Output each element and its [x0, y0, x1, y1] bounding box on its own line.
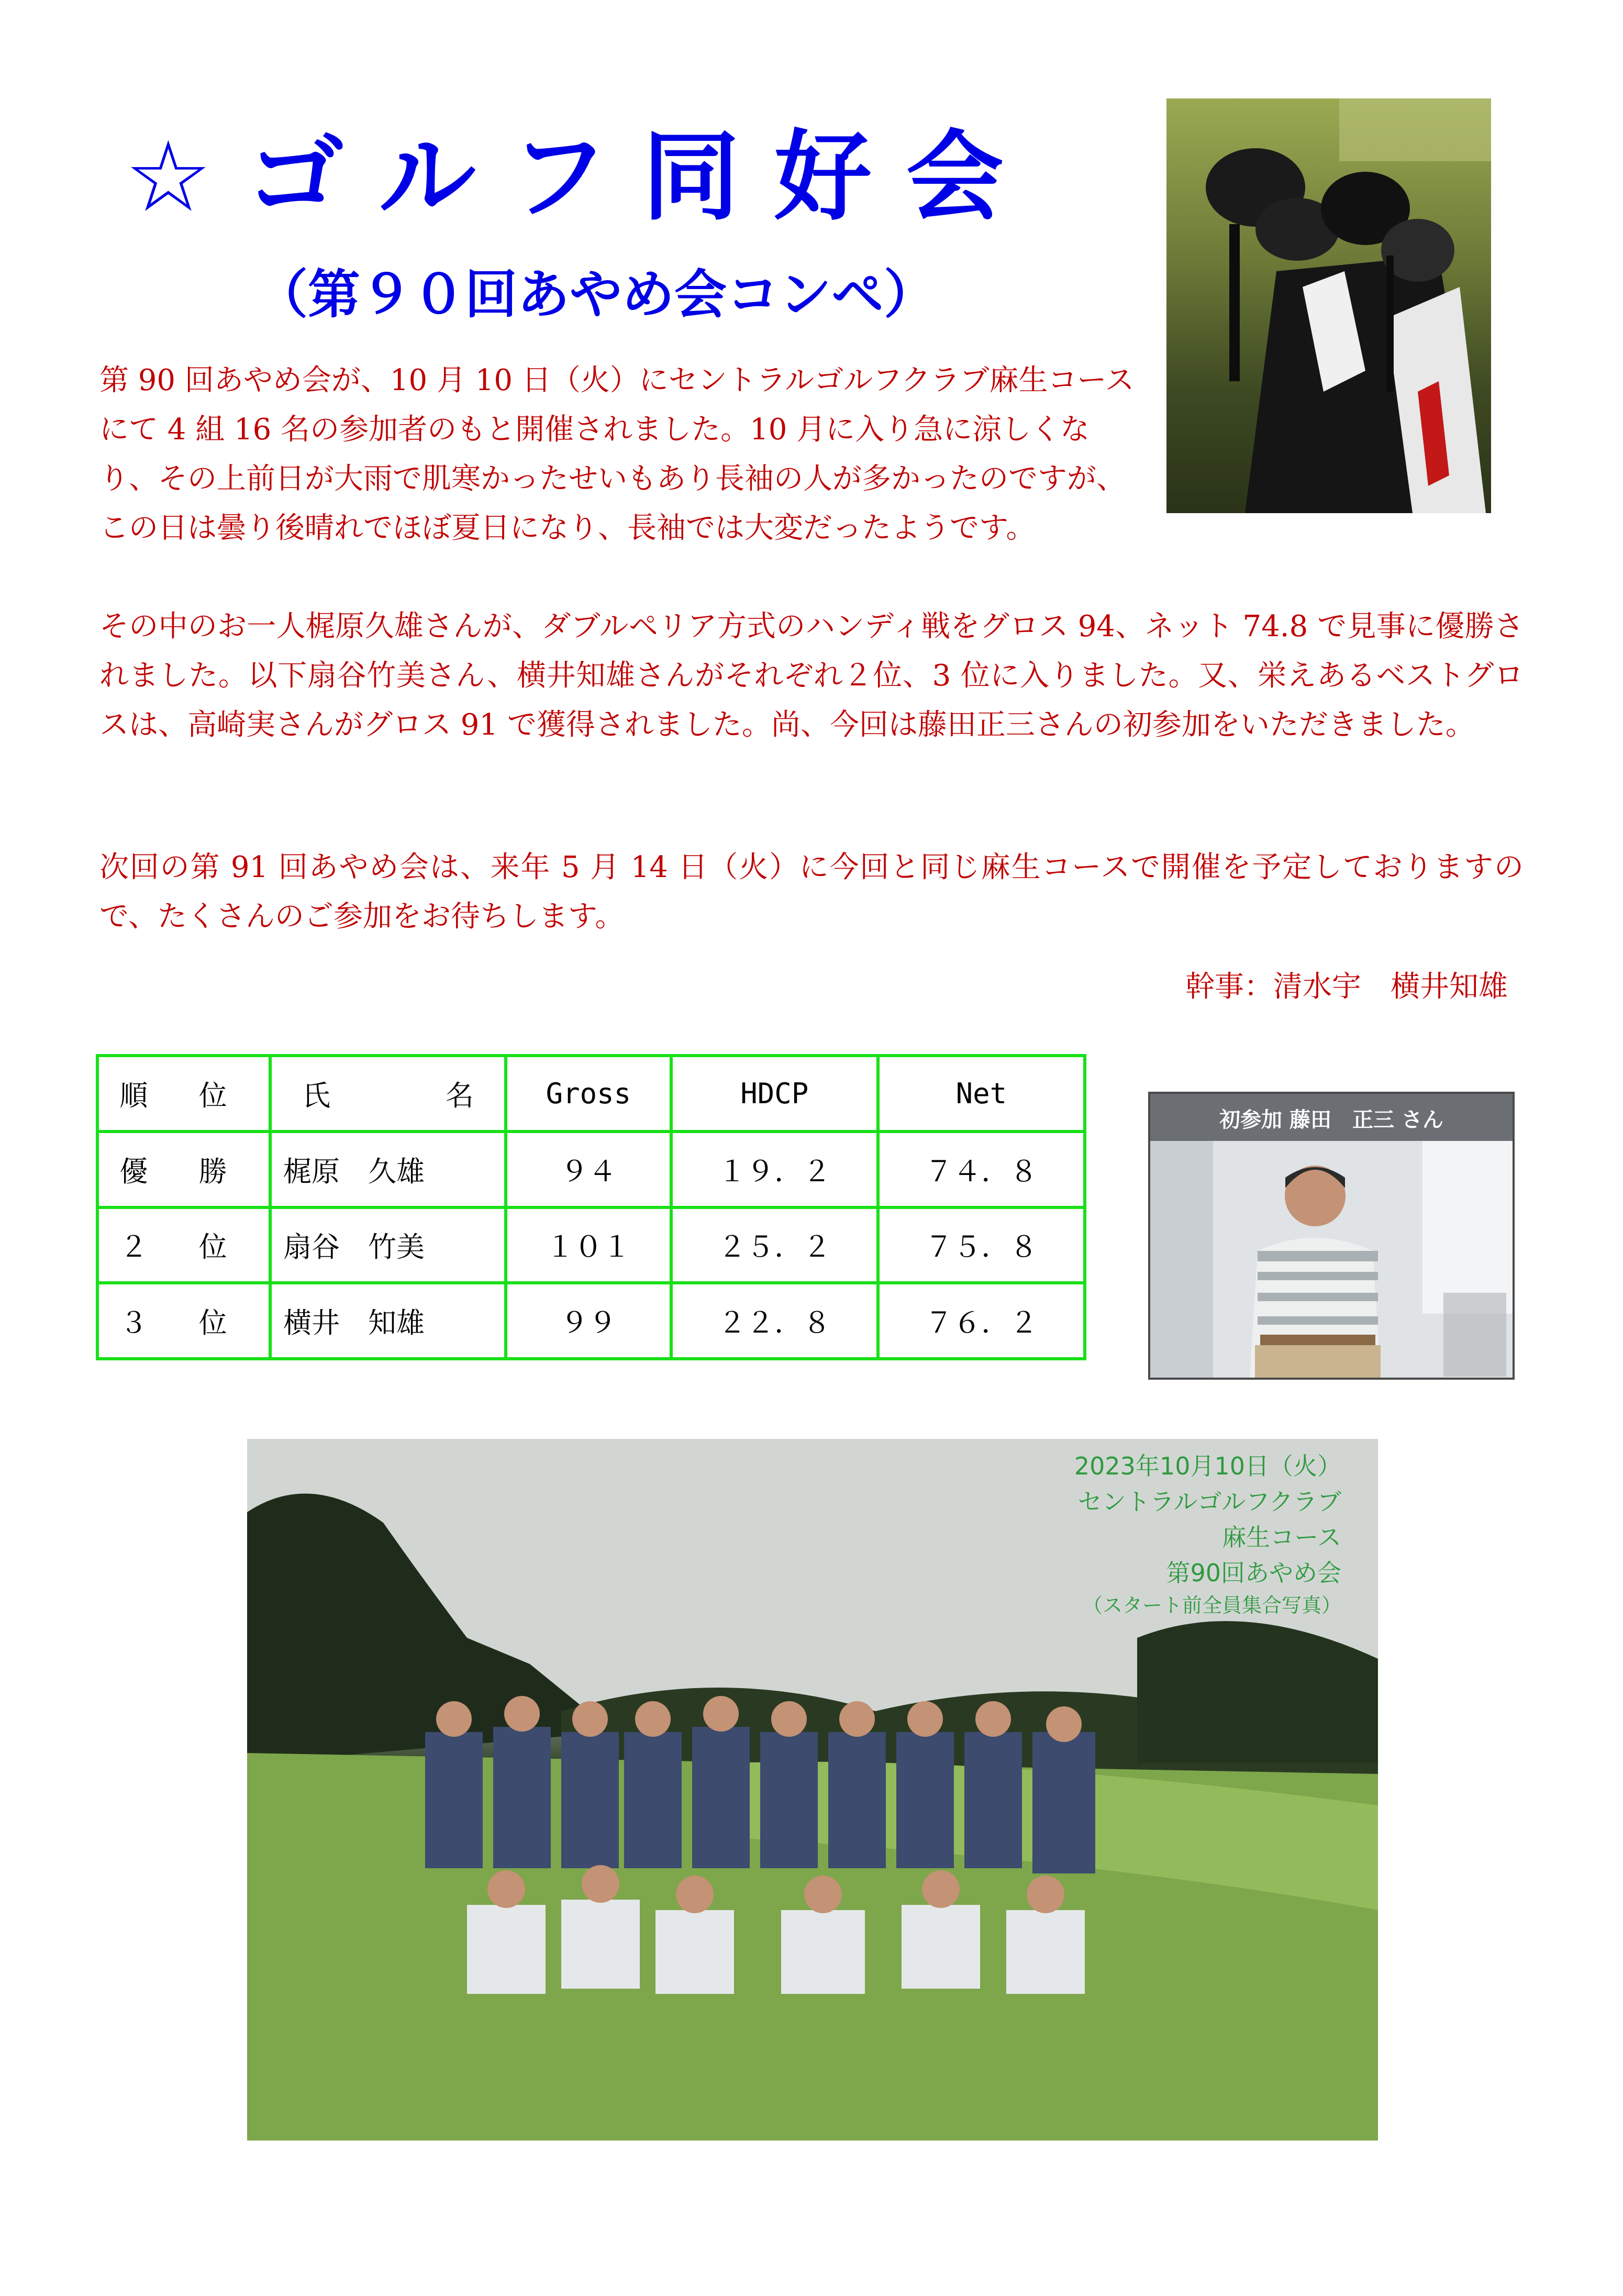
caption-course: 麻生コース: [1222, 1523, 1341, 1551]
rank-cell: ３ 位: [97, 1283, 270, 1359]
caption-date: 2023年10月10日（火）: [1074, 1452, 1341, 1480]
page-title: ☆ゴルフ同好会: [125, 120, 1038, 234]
name-cell: 梶原 久雄: [270, 1132, 506, 1207]
results-table: [96, 1054, 1086, 1360]
portrait-illustration: [1150, 1094, 1513, 1378]
header-gross: Gross: [506, 1056, 671, 1132]
intro-paragraph: 第 90 回あやめ会が、10 月 10 日（火）にセントラルゴルフクラブ麻生コースにて 4 組 16 名の参加者のもと開催されました。10 月に入り急に涼しくなり、その上前日が大雨で肌寒かったせいもあり長袖の人が多かったのですが、この日は曇り後晴れでほぼ夏日になり、長袖では大変だったようです。: [99, 363, 1135, 545]
results-header-row: [97, 1056, 1085, 1132]
name-cell: 扇谷 竹美: [270, 1207, 506, 1283]
rank-cell: ２ 位: [97, 1207, 270, 1283]
gross-cell: ９４: [506, 1132, 671, 1207]
hdcp-cell: ２２．８: [671, 1283, 878, 1359]
caption-event: 第90回あやめ会: [1166, 1559, 1341, 1587]
net-cell: ７６．２: [878, 1283, 1085, 1359]
header-net: Net: [878, 1056, 1085, 1132]
organizer-signature: 幹事：清水宇 横井知雄: [1185, 970, 1508, 1004]
header-name: [270, 1056, 506, 1132]
hdcp-cell: ２５．２: [671, 1207, 878, 1283]
hdcp-cell: １９．２: [671, 1132, 878, 1207]
name-cell: 横井 知雄: [270, 1283, 506, 1359]
group-photo: [247, 1439, 1378, 2140]
table-row: [97, 1132, 1085, 1207]
rank-cell: 優 勝: [97, 1132, 270, 1207]
table-row: [97, 1207, 1085, 1283]
new-member-photo: [1148, 1092, 1515, 1380]
next-event-paragraph: 次回の第 91 回あやめ会は、来年 5 月 14 日（火）に今回と同じ麻生コースで開催を予定しておりますので、たくさんのご参加をお待ちします。: [99, 850, 1524, 934]
caption-note: （スタート前全員集合写真）: [1082, 1594, 1341, 1617]
header-hdcp: HDCP: [671, 1056, 878, 1132]
net-cell: ７４．８: [878, 1132, 1085, 1207]
gross-cell: １０１: [506, 1207, 671, 1283]
table-row: [97, 1283, 1085, 1359]
header-name-part-2: 名: [446, 1079, 474, 1112]
golf-bag-photo: [1166, 98, 1491, 513]
new-member-caption: 初参加 藤田 正三 さん: [1219, 1108, 1443, 1132]
golf-bag-illustration: [1166, 98, 1491, 513]
winner-paragraph: その中のお一人梶原久雄さんが、ダブルペリア方式のハンディ戦をグロス 94、ネット 74.8 で見事に優勝されました。以下扇谷竹美さん、横井知雄さんがそれぞれ２位、3 位に入りました。又、栄えあるベストグロスは、高崎実さんがグロス 91 で獲得されました。尚、今回は藤田正三さんの初参加をいただきました。: [99, 609, 1524, 742]
page-subtitle: （第９０回あやめ会コンペ）: [255, 264, 936, 325]
group-photo-caption: [1074, 1448, 1341, 1620]
header-rank: 順 位: [97, 1056, 270, 1132]
header-name-part-1: 氏: [302, 1079, 330, 1112]
gross-cell: ９９: [506, 1283, 671, 1359]
caption-club: セントラルゴルフクラブ: [1077, 1488, 1341, 1516]
net-cell: ７５．８: [878, 1207, 1085, 1283]
